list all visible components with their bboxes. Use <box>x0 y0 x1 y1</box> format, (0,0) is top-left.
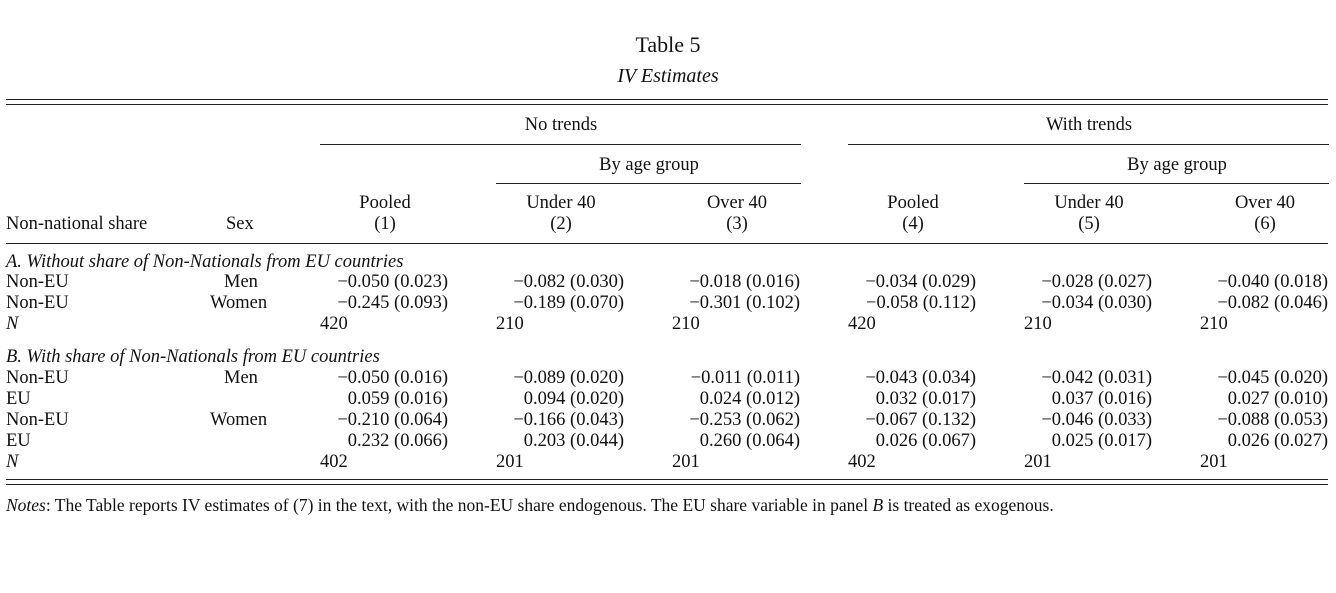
n-value: 420 <box>320 314 348 334</box>
table-cell: −0.058 (0.112) <box>866 293 976 313</box>
table-cell: −0.088 (0.053) <box>1217 410 1328 430</box>
header-non-national-share: Non-national share <box>6 214 148 234</box>
col-header-number: (4) <box>902 214 924 234</box>
table-cell: −0.210 (0.064) <box>337 410 448 430</box>
panel-b-heading: B. With share of Non-Nationals from EU countries <box>6 347 380 367</box>
table-cell: −0.082 (0.030) <box>513 272 624 292</box>
row-sex-label: Women <box>210 293 268 313</box>
row-share-label: Non-EU <box>6 293 69 313</box>
table-cell: −0.301 (0.102) <box>689 293 800 313</box>
by-age-group-label-1: By age group <box>599 155 699 175</box>
top-rule <box>6 99 1328 100</box>
table-cell: 0.094 (0.020) <box>523 389 624 409</box>
col-header-name: Over 40 <box>706 193 768 213</box>
col-header-name: Pooled <box>887 193 939 213</box>
notes-text: : The Table reports IV estimates of (7) in the text, with the non-EU share endogenous. The EU share variable in panel <box>45 495 873 515</box>
col-header-number: (6) <box>1254 214 1276 234</box>
panel-a-heading: A. Without share of Non-Nationals from EU countries <box>6 252 404 272</box>
n-value: 210 <box>496 314 524 334</box>
table-subtitle: IV Estimates <box>617 65 719 87</box>
top-rule-inner <box>6 104 1328 105</box>
table-cell: −0.034 (0.030) <box>1041 293 1152 313</box>
table-cell: −0.253 (0.062) <box>689 410 800 430</box>
table-cell: −0.028 (0.027) <box>1041 272 1152 292</box>
with-trends-rule <box>848 144 1329 145</box>
group-no-trends: No trends <box>524 115 598 135</box>
col-header-name: Under 40 <box>1054 193 1124 213</box>
table-cell: −0.089 (0.020) <box>513 368 624 388</box>
n-label: N <box>6 314 19 334</box>
n-value: 210 <box>672 314 700 334</box>
table-cell: −0.082 (0.046) <box>1217 293 1328 313</box>
table-cell: 0.032 (0.017) <box>875 389 976 409</box>
table-cell: −0.067 (0.132) <box>865 410 976 430</box>
n-value: 402 <box>848 452 876 472</box>
table-cell: −0.245 (0.093) <box>337 293 448 313</box>
n-value: 420 <box>848 314 876 334</box>
bottom-rule-inner <box>6 484 1328 485</box>
table-cell: −0.043 (0.034) <box>865 368 976 388</box>
table-cell: 0.027 (0.010) <box>1227 389 1328 409</box>
by-age-group-label-2: By age group <box>1127 155 1227 175</box>
header-rule <box>6 243 1328 244</box>
n-value: 201 <box>672 452 700 472</box>
table-cell: −0.040 (0.018) <box>1217 272 1328 292</box>
table-cell: 0.260 (0.064) <box>699 431 800 451</box>
n-label: N <box>6 452 19 472</box>
row-share-label: Non-EU <box>6 272 69 292</box>
col-header-name: Under 40 <box>526 193 596 213</box>
row-sex-label: Women <box>210 410 268 430</box>
n-value: 210 <box>1200 314 1228 334</box>
table-cell: −0.042 (0.031) <box>1041 368 1152 388</box>
n-value: 201 <box>1200 452 1228 472</box>
by-age-rule-2 <box>1024 183 1329 184</box>
col-header-number: (1) <box>374 214 396 234</box>
col-header-name: Over 40 <box>1234 193 1296 213</box>
table-cell: 0.025 (0.017) <box>1051 431 1152 451</box>
n-value: 201 <box>1024 452 1052 472</box>
col-header-number: (5) <box>1078 214 1100 234</box>
bottom-rule <box>6 479 1328 480</box>
row-sex-label: Men <box>224 368 258 388</box>
notes-text-end: is treated as exogenous. <box>883 495 1054 515</box>
by-age-rule-1 <box>496 183 801 184</box>
notes-label: Notes <box>6 495 46 515</box>
table-cell: −0.045 (0.020) <box>1217 368 1328 388</box>
table-cell: −0.166 (0.043) <box>513 410 624 430</box>
row-share-label: Non-EU <box>6 368 69 388</box>
table-cell: 0.037 (0.016) <box>1051 389 1152 409</box>
table-cell: −0.189 (0.070) <box>513 293 624 313</box>
table-cell: 0.026 (0.067) <box>875 431 976 451</box>
table-cell: 0.024 (0.012) <box>699 389 800 409</box>
table-notes <box>6 497 1054 515</box>
row-share-label: EU <box>6 431 31 451</box>
row-share-label: Non-EU <box>6 410 69 430</box>
col-header-number: (3) <box>726 214 748 234</box>
table-title: Table 5 <box>635 32 701 57</box>
table-cell: −0.050 (0.023) <box>337 272 448 292</box>
table-cell: −0.050 (0.016) <box>337 368 448 388</box>
col-header-name: Pooled <box>359 193 411 213</box>
table-cell: 0.232 (0.066) <box>347 431 448 451</box>
table-cell: −0.046 (0.033) <box>1041 410 1152 430</box>
col-header-number: (2) <box>550 214 572 234</box>
table-cell: −0.034 (0.029) <box>865 272 976 292</box>
n-value: 210 <box>1024 314 1052 334</box>
group-with-trends: With trends <box>1045 115 1133 135</box>
table-cell: −0.011 (0.011) <box>690 368 800 388</box>
no-trends-rule <box>320 144 801 145</box>
row-sex-label: Men <box>224 272 258 292</box>
table-cell: 0.059 (0.016) <box>347 389 448 409</box>
row-share-label: EU <box>6 389 31 409</box>
table-cell: 0.026 (0.027) <box>1227 431 1328 451</box>
n-value: 402 <box>320 452 348 472</box>
n-value: 201 <box>496 452 524 472</box>
notes-panel-letter: B <box>872 495 884 515</box>
table-cell: 0.203 (0.044) <box>523 431 624 451</box>
header-sex: Sex <box>226 214 254 234</box>
table-cell: −0.018 (0.016) <box>689 272 800 292</box>
